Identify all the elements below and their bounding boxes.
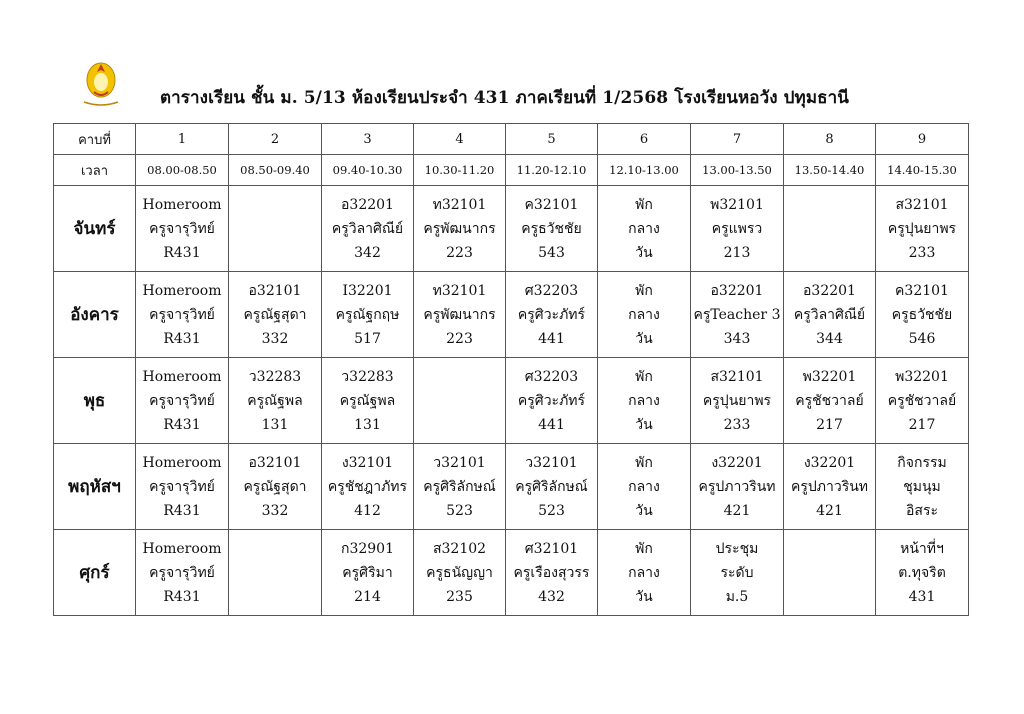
- room-number: 217: [816, 416, 843, 433]
- day-name: อังคาร: [54, 272, 136, 358]
- subject-code: ว32101: [433, 454, 486, 471]
- teacher-name: ครูเรืองสุวรร: [513, 564, 590, 581]
- teacher-name: กลาง: [628, 478, 660, 495]
- period-time: 08.00-08.50: [136, 155, 229, 186]
- subject-code: ประชุม: [715, 540, 759, 557]
- subject-code: Homeroom: [142, 282, 222, 299]
- period-number: 9: [876, 124, 969, 155]
- class-cell: [506, 358, 598, 444]
- class-cell: [691, 530, 784, 616]
- class-cell: [598, 186, 691, 272]
- teacher-name: ครูจารุวิทย์: [149, 478, 215, 495]
- room-number: วัน: [635, 588, 653, 605]
- subject-code: ง32201: [711, 454, 763, 471]
- room-number: 213: [723, 244, 751, 261]
- teacher-name: ครูปภาวรินท: [698, 478, 776, 495]
- day-row: [54, 272, 969, 358]
- teacher-name: ครูศิริลักษณ์: [515, 478, 588, 495]
- room-number: อิสระ: [906, 502, 938, 519]
- teacher-name: ครูพัฒนากร: [423, 306, 496, 323]
- class-cell: [414, 186, 506, 272]
- teacher-name: ชุมนุม: [903, 478, 941, 495]
- teacher-name: ครูณัฐสุดา: [243, 478, 307, 495]
- subject-code: ค32101: [895, 282, 949, 299]
- subject-code: ว32283: [341, 368, 394, 385]
- subject-code: Homeroom: [142, 196, 222, 213]
- class-cell: [136, 444, 229, 530]
- empty-cell: [784, 530, 876, 616]
- subject-code: พ32201: [802, 368, 857, 385]
- room-number: 523: [538, 502, 565, 519]
- class-cell: [506, 444, 598, 530]
- subject-code: หน้าที่ฯ: [900, 540, 944, 557]
- subject-code: พัก: [635, 282, 653, 299]
- room-number: 214: [354, 588, 381, 605]
- room-number: 223: [446, 244, 473, 261]
- subject-code: พัก: [635, 454, 653, 471]
- room-number: 517: [354, 330, 381, 347]
- period-number: 5: [506, 124, 598, 155]
- class-cell: [784, 272, 876, 358]
- teacher-name: ครูศิริลักษณ์: [423, 478, 496, 495]
- class-cell: [876, 358, 969, 444]
- subject-code: อ32101: [248, 282, 302, 299]
- teacher-name: ครูชัชวาลย์: [887, 392, 957, 409]
- room-number: 233: [908, 244, 936, 261]
- period-time: 13.50-14.40: [784, 155, 876, 186]
- class-cell: [136, 530, 229, 616]
- room-number: R431: [163, 416, 201, 433]
- subject-code: อ32201: [341, 196, 394, 213]
- subject-code: I32201: [342, 282, 393, 299]
- teacher-name: ครูพัฒนากร: [423, 220, 496, 237]
- subject-code: ง32201: [803, 454, 856, 471]
- class-cell: [414, 444, 506, 530]
- subject-code: อ32201: [803, 282, 856, 299]
- teacher-name: ครูปภาวรินท: [790, 478, 869, 495]
- room-number: 233: [723, 416, 751, 433]
- room-number: 332: [261, 330, 289, 347]
- empty-cell: [414, 358, 506, 444]
- room-number: 217: [908, 416, 936, 433]
- teacher-name: กลาง: [628, 392, 660, 409]
- period-number: 7: [691, 124, 784, 155]
- room-number: 431: [908, 588, 936, 605]
- teacher-name: ครูธวัชชัย: [521, 220, 582, 237]
- period-number: 2: [229, 124, 322, 155]
- period-number: 1: [136, 124, 229, 155]
- period-time: 11.20-12.10: [506, 155, 598, 186]
- class-cell: [414, 530, 506, 616]
- subject-code: พัก: [635, 196, 653, 213]
- period-time: 08.50-09.40: [229, 155, 322, 186]
- teacher-name: กลาง: [628, 220, 660, 237]
- class-cell: [876, 444, 969, 530]
- subject-code: ศ32203: [524, 368, 579, 385]
- subject-code: ว32283: [248, 368, 302, 385]
- period-label: คาบที่: [54, 124, 136, 155]
- teacher-name: ครูศิวะภัทร์: [517, 392, 586, 409]
- teacher-name: ครูธนัญญา: [426, 564, 493, 581]
- room-number: 441: [538, 330, 565, 347]
- subject-code: ว32101: [525, 454, 578, 471]
- subject-code: Homeroom: [142, 454, 222, 471]
- teacher-name: ครูณัฐพล: [247, 392, 303, 409]
- class-cell: [506, 186, 598, 272]
- subject-code: กิจกรรม: [897, 454, 947, 471]
- room-number: 131: [354, 416, 381, 433]
- subject-code: พัก: [635, 540, 653, 557]
- room-number: 432: [538, 588, 565, 605]
- class-cell: [598, 530, 691, 616]
- class-cell: [506, 530, 598, 616]
- teacher-name: ครูธวัชชัย: [891, 306, 953, 323]
- class-cell: [506, 272, 598, 358]
- subject-code: Homeroom: [142, 368, 222, 385]
- class-cell: [322, 186, 414, 272]
- teacher-name: ครูจารุวิทย์: [149, 220, 215, 237]
- class-cell: [598, 444, 691, 530]
- room-number: R431: [163, 588, 201, 605]
- subject-code: ท32101: [432, 282, 487, 299]
- period-number: 3: [322, 124, 414, 155]
- room-number: วัน: [635, 330, 653, 347]
- teacher-name: ครูวิลาศิณีย์: [793, 306, 866, 323]
- empty-cell: [229, 530, 322, 616]
- teacher-name: ครูปุนยาพร: [702, 392, 772, 409]
- period-header-row: [54, 124, 969, 155]
- class-cell: [691, 186, 784, 272]
- teacher-name: ระดับ: [720, 564, 754, 581]
- schedule-table: [53, 123, 969, 616]
- teacher-name: ครูจารุวิทย์: [149, 392, 215, 409]
- subject-code: พ32201: [895, 368, 949, 385]
- teacher-name: ครูวิลาศิณีย์: [331, 220, 404, 237]
- period-time: 09.40-10.30: [322, 155, 414, 186]
- room-number: 546: [908, 330, 936, 347]
- period-number: 4: [414, 124, 506, 155]
- class-cell: [598, 358, 691, 444]
- class-cell: [784, 444, 876, 530]
- room-number: 523: [446, 502, 473, 519]
- day-name: ศุกร์: [54, 530, 136, 616]
- room-number: 131: [261, 416, 289, 433]
- subject-code: พัก: [635, 368, 653, 385]
- subject-code: พ32101: [710, 196, 764, 213]
- teacher-name: กลาง: [628, 306, 660, 323]
- period-time: 12.10-13.00: [598, 155, 691, 186]
- subject-code: Homeroom: [142, 540, 222, 557]
- teacher-name: ครูณัฐกฤษ: [335, 306, 400, 323]
- teacher-name: ครูศิวะภัทร์: [517, 306, 586, 323]
- teacher-name: ครูชัชฎาภัทร: [327, 478, 408, 495]
- class-cell: [322, 272, 414, 358]
- room-number: วัน: [635, 416, 653, 433]
- class-cell: [691, 358, 784, 444]
- teacher-name: ครูณัฐพล: [339, 392, 396, 409]
- room-number: วัน: [635, 502, 653, 519]
- class-cell: [784, 358, 876, 444]
- class-cell: [598, 272, 691, 358]
- room-number: 421: [816, 502, 843, 519]
- room-number: ม.5: [725, 588, 749, 605]
- subject-code: ง32101: [341, 454, 394, 471]
- day-name: พุธ: [54, 358, 136, 444]
- room-number: R431: [163, 244, 201, 261]
- teacher-name: ครูTeacher 3: [693, 306, 781, 323]
- period-time: 10.30-11.20: [414, 155, 506, 186]
- class-cell: [136, 272, 229, 358]
- subject-code: ศ32101: [524, 540, 579, 557]
- teacher-name: กลาง: [628, 564, 660, 581]
- subject-code: ก32901: [340, 540, 394, 557]
- room-number: R431: [163, 330, 201, 347]
- class-cell: [876, 186, 969, 272]
- period-time: 13.00-13.50: [691, 155, 784, 186]
- room-number: R431: [163, 502, 201, 519]
- teacher-name: ครูแพรว: [711, 220, 763, 237]
- subject-code: ศ32203: [524, 282, 579, 299]
- teacher-name: ครูจารุวิทย์: [149, 564, 215, 581]
- room-number: 412: [354, 502, 381, 519]
- empty-cell: [784, 186, 876, 272]
- class-cell: [414, 272, 506, 358]
- room-number: 223: [446, 330, 473, 347]
- subject-code: ส32102: [432, 540, 487, 557]
- teacher-name: ครูปุนยาพร: [887, 220, 957, 237]
- room-number: 543: [538, 244, 565, 261]
- time-label: เวลา: [54, 155, 136, 186]
- teacher-name: ครูศิริมา: [342, 564, 393, 581]
- class-cell: [322, 530, 414, 616]
- room-number: 332: [261, 502, 289, 519]
- teacher-name: ครูชัชวาลย์: [795, 392, 864, 409]
- day-name: จันทร์: [54, 186, 136, 272]
- subject-code: อ32101: [248, 454, 302, 471]
- teacher-name: ครูณัฐสุดา: [243, 306, 307, 323]
- period-time: 14.40-15.30: [876, 155, 969, 186]
- subject-code: ส32101: [710, 368, 764, 385]
- teacher-name: ครูจารุวิทย์: [149, 306, 215, 323]
- day-row: [54, 186, 969, 272]
- class-cell: [136, 358, 229, 444]
- school-emblem-logo: [78, 58, 124, 108]
- room-number: 235: [446, 588, 473, 605]
- class-cell: [691, 272, 784, 358]
- class-cell: [691, 444, 784, 530]
- day-name: พฤหัสฯ: [54, 444, 136, 530]
- class-cell: [322, 358, 414, 444]
- class-cell: [136, 186, 229, 272]
- subject-code: อ32201: [710, 282, 764, 299]
- teacher-name: ต.ทุจริต: [898, 564, 946, 581]
- room-number: 343: [723, 330, 751, 347]
- room-number: 441: [538, 416, 565, 433]
- period-number: 8: [784, 124, 876, 155]
- subject-code: ส32101: [895, 196, 949, 213]
- class-cell: [229, 358, 322, 444]
- class-cell: [876, 530, 969, 616]
- page-title: ตารางเรียน ชั้น ม. 5/13 ห้องเรียนประจำ 431 ภาคเรียนที่ 1/2568 โรงเรียนหอวัง ปทุมธานี: [160, 88, 850, 108]
- class-cell: [876, 272, 969, 358]
- day-row: [54, 444, 969, 530]
- class-cell: [229, 272, 322, 358]
- room-number: 342: [354, 244, 381, 261]
- time-row: [54, 155, 969, 186]
- period-number: 6: [598, 124, 691, 155]
- subject-code: ท32101: [432, 196, 487, 213]
- class-cell: [322, 444, 414, 530]
- subject-code: ค32101: [524, 196, 579, 213]
- room-number: วัน: [635, 244, 653, 261]
- class-cell: [229, 444, 322, 530]
- room-number: 421: [723, 502, 751, 519]
- day-row: [54, 530, 969, 616]
- room-number: 344: [816, 330, 843, 347]
- empty-cell: [229, 186, 322, 272]
- day-row: [54, 358, 969, 444]
